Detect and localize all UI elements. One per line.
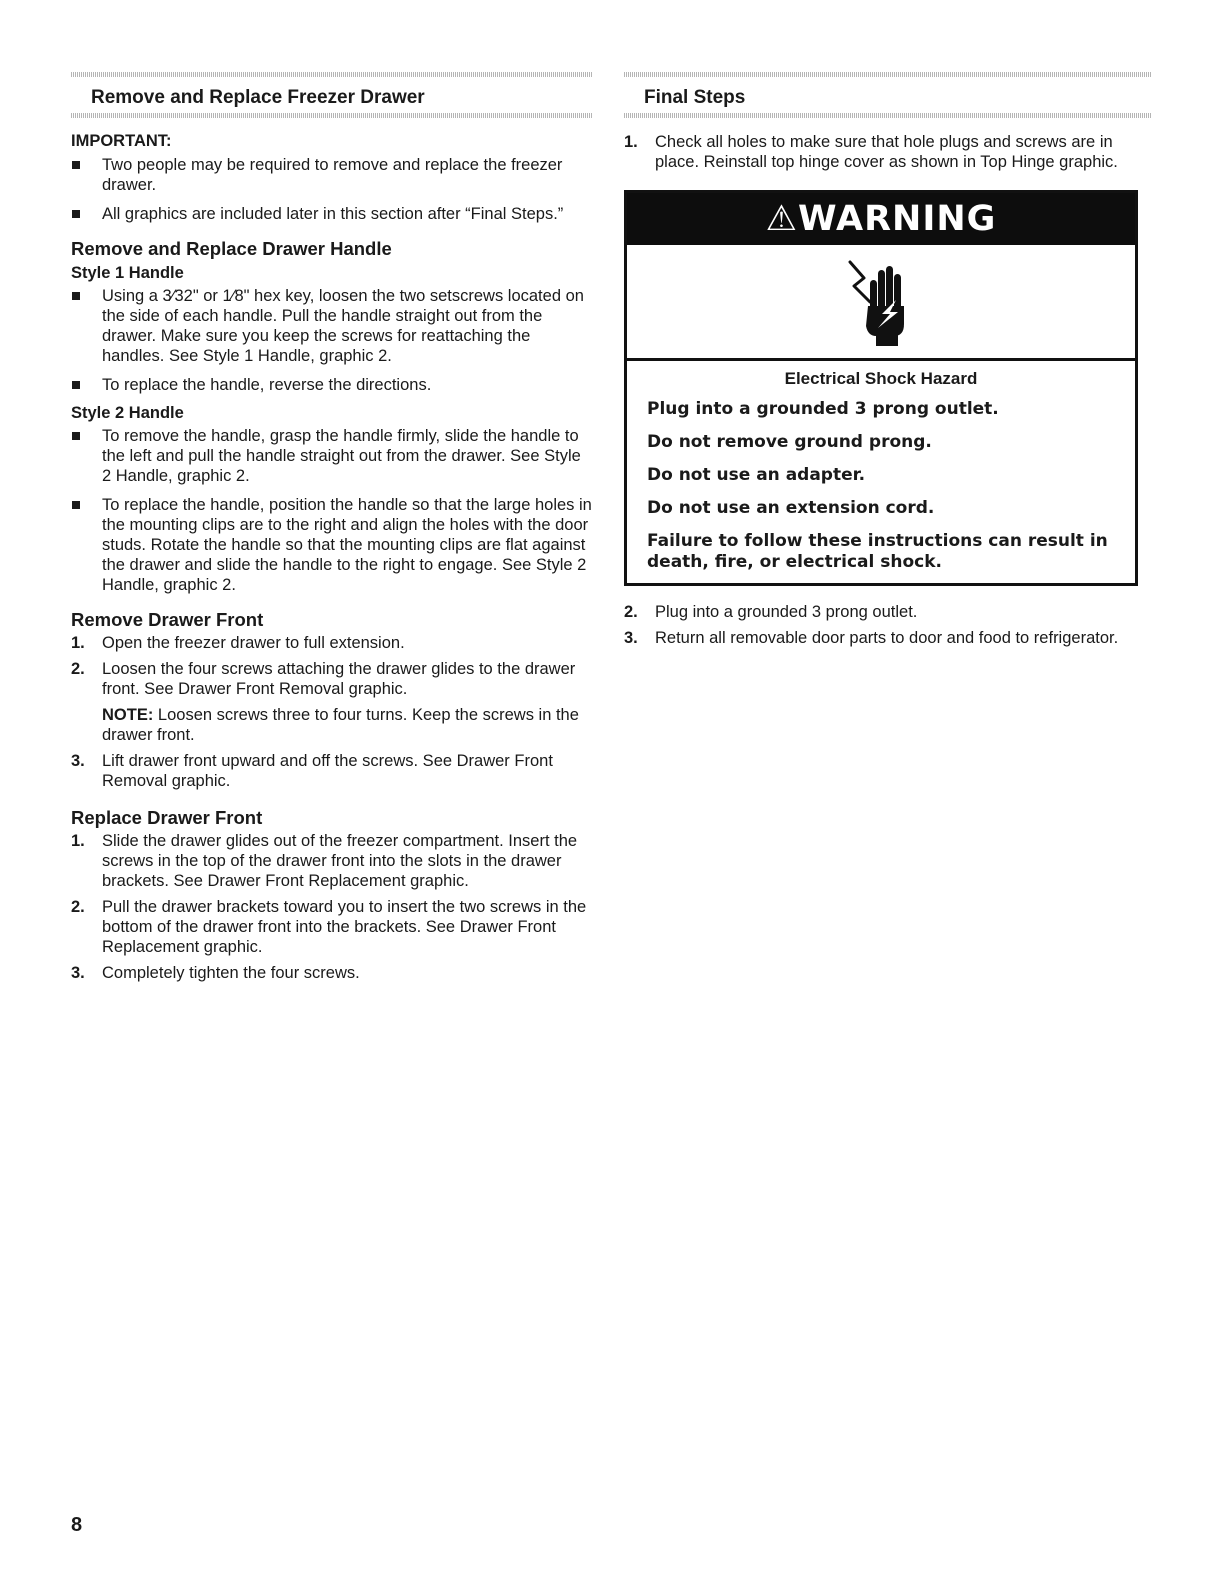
section-title: Remove and Replace Freezer Drawer bbox=[91, 87, 425, 108]
warning-icon-area bbox=[627, 245, 1135, 361]
hazard-title: Electrical Shock Hazard bbox=[784, 369, 978, 388]
step-item: 3. Return all removable door parts to door and food to refrigerator. bbox=[624, 629, 1119, 647]
section-header-freezer-drawer bbox=[71, 72, 593, 118]
remove-front-steps bbox=[71, 633, 593, 791]
square-bullet-icon bbox=[72, 210, 80, 218]
final-steps-first bbox=[624, 132, 1152, 172]
final-steps-rest bbox=[624, 602, 1152, 648]
list-item: To replace the handle, position the handle so that the large holes in the mounting clips are to the right and align the holes with the door studs. Rotate the handle so that the mounting clips are flat against the drawer and slide the handle to the right to engage. See Style 2 Handle, graphic 2. bbox=[71, 495, 593, 595]
list-item: To remove the handle, grasp the handle firmly, slide the handle to the left and pull the handle straight out from the drawer. See Style 2 Handle, graphic 2. bbox=[71, 426, 593, 486]
square-bullet-icon bbox=[72, 501, 80, 509]
note: NOTE: Loosen screws three to four turns. Keep the screws in the drawer front. bbox=[102, 706, 579, 744]
step-item: 2. Loosen the four screws attaching the drawer glides to the drawer front. See Drawer Front Removal graphic. NOTE: Loosen screws three to four turns. Keep the screws in the drawer front. bbox=[71, 659, 593, 745]
square-bullet-icon bbox=[72, 432, 80, 440]
heading-replace-drawer-front: Replace Drawer Front bbox=[71, 807, 263, 828]
list-item: To replace the handle, reverse the directions. bbox=[71, 375, 593, 395]
electrical-shock-hand-icon bbox=[846, 256, 916, 348]
right-column bbox=[624, 72, 1152, 654]
step-item: 1. Open the freezer drawer to full extension. bbox=[71, 634, 405, 652]
style1-list bbox=[71, 286, 593, 395]
list-item: Using a 3⁄32" or 1⁄8" hex key, loosen the two setscrews located on the side of each handle. Pull the handle straight out from the drawer. Make sure you keep the screws for reattaching the handles. See Style 1 Handle, graphic 2. bbox=[71, 286, 593, 366]
page-number: 8 bbox=[71, 1514, 83, 1536]
list-item: All graphics are included later in this section after “Final Steps.” bbox=[71, 204, 593, 224]
heading-style2-handle: Style 2 Handle bbox=[71, 404, 184, 422]
square-bullet-icon bbox=[72, 292, 80, 300]
important-list bbox=[71, 155, 593, 224]
left-column bbox=[71, 72, 593, 989]
warning-word: ⚠WARNING bbox=[765, 199, 997, 239]
warning-line: Do not use an extension cord. bbox=[647, 498, 935, 518]
warning-line: Do not use an adapter. bbox=[647, 465, 866, 485]
list-item: Two people may be required to remove and replace the freezer drawer. bbox=[71, 155, 593, 195]
step-item: 1. Slide the drawer glides out of the freezer compartment. Insert the screws in the top of the drawer front into the slots in the drawer brackets. See Drawer Front Replacement graphic. bbox=[71, 832, 578, 890]
section-header-final-steps bbox=[624, 72, 1152, 118]
header-rule-bottom bbox=[624, 113, 1152, 118]
heading-drawer-handle: Remove and Replace Drawer Handle bbox=[71, 238, 392, 259]
important-label: IMPORTANT: bbox=[71, 132, 172, 150]
step-item: 3. Completely tighten the four screws. bbox=[71, 964, 360, 982]
square-bullet-icon bbox=[72, 381, 80, 389]
step-item: 2. Pull the drawer brackets toward you to insert the two screws in the bottom of the drawer front into the brackets. See Drawer Front Replacement graphic. bbox=[71, 898, 587, 956]
step-item: 3. Lift drawer front upward and off the screws. See Drawer Front Removal graphic. bbox=[71, 752, 553, 790]
header-rule-bottom bbox=[71, 113, 593, 118]
heading-style1-handle: Style 1 Handle bbox=[71, 264, 184, 282]
style2-list bbox=[71, 426, 593, 595]
warning-line: Failure to follow these instructions can result in death, fire, or electrical shock. bbox=[647, 531, 1108, 572]
replace-front-steps bbox=[71, 831, 593, 983]
warning-text bbox=[627, 361, 1135, 583]
warning-line: Plug into a grounded 3 prong outlet. bbox=[647, 399, 999, 419]
warning-box bbox=[624, 190, 1138, 586]
warning-line: Do not remove ground prong. bbox=[647, 432, 932, 452]
step-item: 1. Check all holes to make sure that hole plugs and screws are in place. Reinstall top hinge cover as shown in Top Hinge graphic. bbox=[624, 133, 1118, 171]
heading-remove-drawer-front: Remove Drawer Front bbox=[71, 609, 264, 630]
step-item: 2. Plug into a grounded 3 prong outlet. bbox=[624, 603, 918, 621]
warning-banner bbox=[627, 193, 1135, 245]
square-bullet-icon bbox=[72, 161, 80, 169]
section-title: Final Steps bbox=[644, 87, 746, 108]
